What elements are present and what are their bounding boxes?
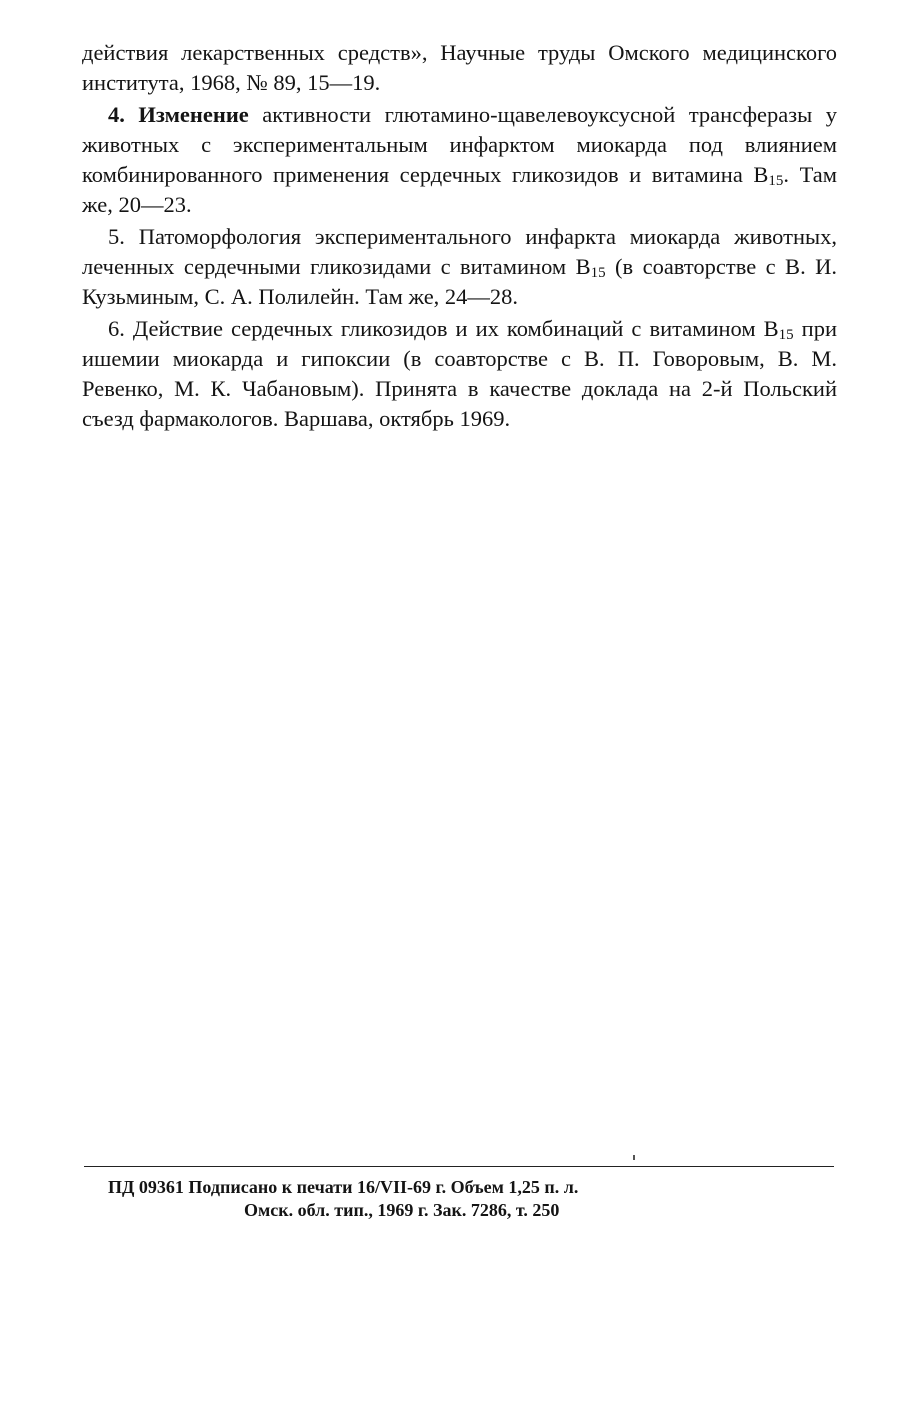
imprint-divider — [84, 1166, 834, 1167]
bibliography-item-5 — [82, 222, 837, 312]
imprint-line-1: ПД 09361 Подписано к печати 16/VII-69 г. Объем 1,25 п. л. — [108, 1177, 579, 1197]
item-subscript: 15 — [590, 265, 606, 281]
item-number: 4. Изменение — [108, 102, 249, 127]
print-mark — [633, 1155, 635, 1160]
item-text-end: при ишемии миокарда и гипоксии (в соавторстве с В. П. Говоровым, В. М. Ревенко, М. К. Чабановым). Принята в качестве доклада на 2-й Польский съезд фармакологов. Варшава, октябрь 1969. — [82, 316, 837, 431]
item-subscript: 15 — [768, 173, 784, 189]
item-text: Патоморфология экспериментального инфаркта миокарда животных, леченных сердечными гликозидами с витамином B — [82, 224, 837, 279]
bibliography-item-6 — [82, 314, 837, 434]
item-text: активности глютамино-щавелевоуксусной трансферазы у животных с экспериментальным инфарктом миокарда под влиянием комбинированного применения сердечных гликозидов и витамина B — [82, 102, 838, 187]
item-number: 5. — [108, 224, 125, 249]
item-subscript: 15 — [778, 327, 794, 343]
item-text: Действие сердечных гликозидов и их комбинаций с витамином B — [124, 316, 779, 341]
bibliography-continuation: действия лекарственных средств», Научные труды Омского медицинского института, 1968, № 89, 15—19. — [82, 40, 837, 95]
bibliography-item-4 — [82, 100, 837, 220]
imprint-line-2: Омск. обл. тип., 1969 г. Зак. 7286, т. 250 — [244, 1200, 560, 1220]
item-text-end: (в соавторстве с В. И. Кузьминым, С. А. Полилейн. Там же, 24—28. — [82, 254, 838, 309]
item-number: 6. — [108, 316, 125, 341]
imprint-block — [84, 1176, 834, 1222]
item-text-end: . Там же, 20—23. — [82, 162, 837, 217]
bibliography-list — [82, 38, 837, 436]
